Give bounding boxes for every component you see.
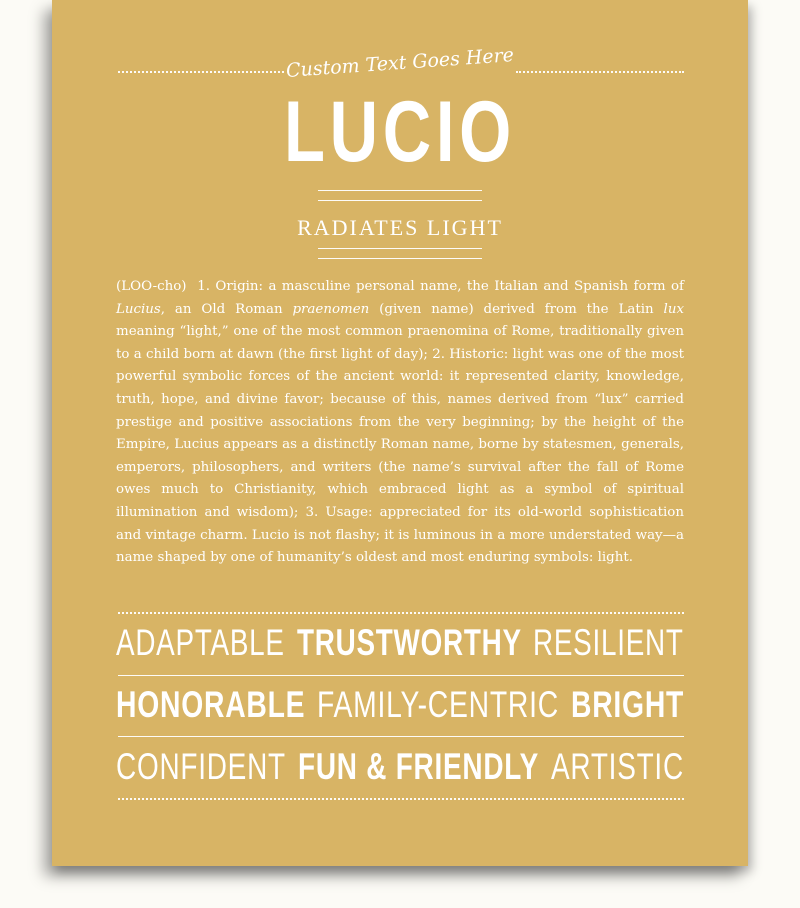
trait: HONORABLE xyxy=(116,684,306,725)
name-title: LUCIO xyxy=(283,84,517,180)
trait: CONFIDENT xyxy=(116,746,286,787)
trait: TRUSTWORTHY xyxy=(296,622,522,663)
top-right-dotted-line xyxy=(516,71,684,73)
meaning-rule-top-2 xyxy=(318,200,482,201)
trait: RESILIENT xyxy=(533,622,684,663)
trait: ADAPTABLE xyxy=(116,622,285,663)
custom-text: Custom Text Goes Here xyxy=(285,44,515,82)
meaning-rule-bottom-1 xyxy=(318,248,482,249)
name-poster xyxy=(52,0,748,866)
desc-part-3: , an Old Roman xyxy=(160,301,293,317)
traits-rule-1 xyxy=(118,675,684,676)
trait: FUN & FRIENDLY xyxy=(297,746,539,787)
traits-bottom-dotted-line xyxy=(118,798,684,800)
desc-part-5: (given name) derived from the Latin xyxy=(369,301,664,317)
traits-rule-2 xyxy=(118,736,684,737)
desc-part-6: lux xyxy=(663,301,684,317)
trait: FAMILY-CENTRIC xyxy=(317,684,560,725)
traits-row-1 xyxy=(116,622,684,668)
traits-top-dotted-line xyxy=(118,612,684,614)
desc-part-1: 1. Origin: a masculine personal name, the Italian and Spanish form of xyxy=(197,279,685,294)
desc-part-4: praenomen xyxy=(292,301,370,317)
trait: ARTISTIC xyxy=(551,746,685,787)
traits-row-3 xyxy=(116,746,684,792)
traits-row-2 xyxy=(116,684,684,730)
meaning-rule-top-1 xyxy=(318,190,482,191)
pronunciation: (LOO-cho) xyxy=(116,279,187,294)
name-description xyxy=(116,276,684,570)
trait: BRIGHT xyxy=(570,684,685,725)
name-meaning: RADIATES LIGHT xyxy=(297,215,503,240)
desc-part-7: meaning “light,” one of the most common praenomina of Rome, traditionally given to a child born at dawn (the first light of day); 2. Historic: light was one of the most powerful symbolic forces of the ancient world: it represented clarity, knowledge, truth, hope, and divine favor; because of this, names derived from “lux” carried prestige and positive associations from the very beginning; by the height of the Empire, Lucius appears as a distinctly Roman name, borne by statesmen, generals, emperors, philosophers, and writers (the name’s survival after the fall of Rome owes much to Christianity, which embraced light as a symbol of spiritual illumination and wisdom); 3. Usage: appreciated for its old-world sophistication and vintage charm. Lucio is not flashy; it is luminous in a more understated way—a name shaped by one of humanity’s oldest and most enduring symbols: light. xyxy=(116,324,684,566)
desc-part-2: Lucius xyxy=(116,301,161,317)
meaning-rule-bottom-2 xyxy=(318,258,482,259)
